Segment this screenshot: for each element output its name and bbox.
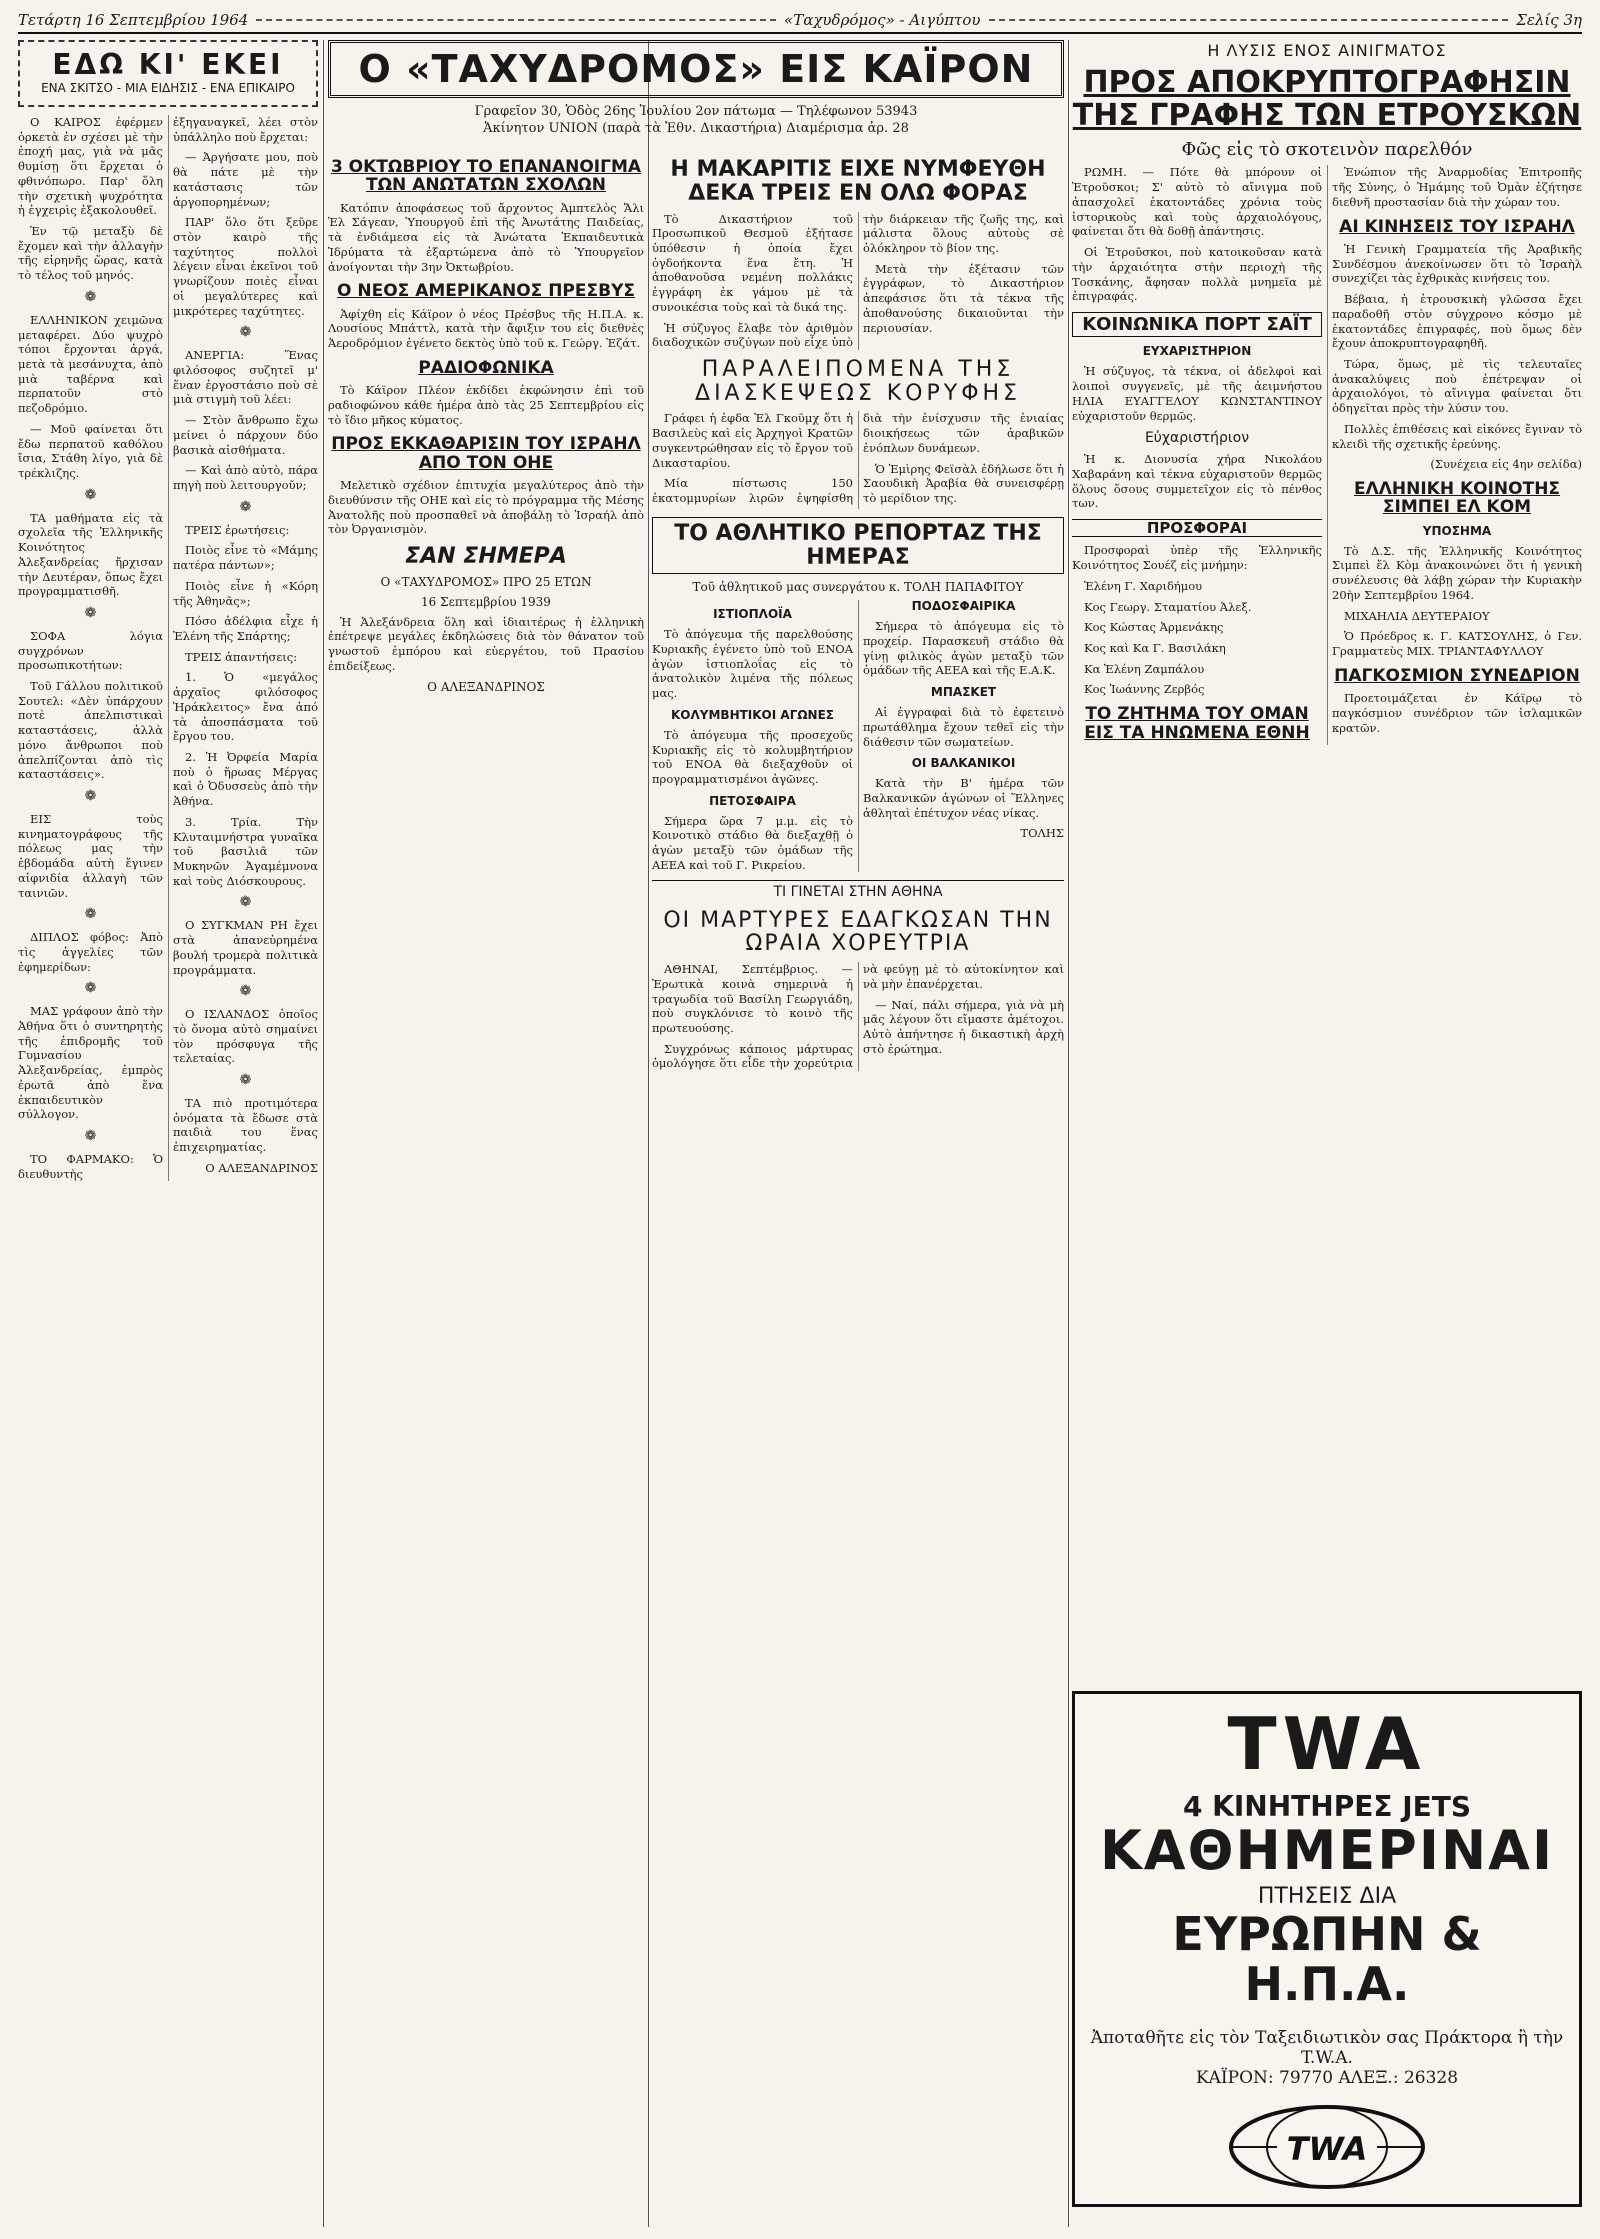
community-subhead: ΥΠΟΣΗΜΑ xyxy=(1422,523,1492,538)
headline-congress: ΠΑΓΚΟΣΜΙΟΝ ΣΥΝΕΔΡΙΟΝ xyxy=(1334,665,1580,686)
column-rule xyxy=(1068,40,1069,2227)
paragraph: ΜΑΣ γράφουν ἀπὸ τὴν Ἀθήνα ὅτι ὁ συντηρητὴς τῆς ἐπιδρομῆς τοῦ Γυμνασίου Ἀλεξανδρείας, ἐμπρὸς ἐρωτᾶ ἀπὸ ἕνα ἐκπαιδευτικὸν σύλλογον. xyxy=(18,1004,163,1122)
paragraph: — Στὸν ἄνθρωπο ἔχω μείνει ὁ πάρχουν δύο βασικὰ αἰσθήματα. xyxy=(173,413,318,457)
article-body xyxy=(328,307,644,351)
separator-ornament: ❁ xyxy=(84,1127,97,1144)
ad-line-engines: 4 ΚΙΝΗΤΗΡΕΣ JETS xyxy=(1182,1790,1472,1824)
headline-university-reopening: 3 ΟΚΤΩΒΡΙΟΥ ΤΟ ΕΠΑΝΑΝΟΙΓΜΑ ΤΩΝ ΑΝΩΤΑΤΩΝ ΣΧΟΛΩΝ xyxy=(330,157,642,196)
paragraph: Ἡ σύζυγος ἔλαβε τὸν ἀριθμὸν διαδοχικῶν συζύγων ποὺ εἶχε ὑπὸ τὴν διάρκειαν τῆς ζωῆς της, καὶ μάλιστα ὅλους αὐτοὺς σὲ ὁλόκληρον τὸ βίον της. xyxy=(652,211,1064,350)
paragraph: ΤΡΕΙΣ ἐρωτήσεις: xyxy=(185,522,290,537)
headline-community: ΕΛΛΗΝΙΚΗ ΚΟΙΝΟΤΗΣ ΣΙΜΠΕΙ ΕΛ ΚΟΜ xyxy=(1353,479,1561,518)
thanks-title: Εὐχαριστήριον xyxy=(1144,430,1250,447)
separator-ornament: ❁ xyxy=(239,983,252,1000)
paragraph: Ποιὸς εἶνε τὸ «Μάμης πατέρα πάντων»; xyxy=(173,543,318,573)
section-header-box xyxy=(18,40,318,107)
paragraph: ΑΝΕΡΓΙΑ: Ἕνας φιλόσοφος συζητεῖ μ' ἕναν ἐργοστάσιο ποὺ σὲ μιὰ στιγμὴ τοῦ λέει: xyxy=(173,348,318,407)
sports-subhead: ΠΟΔΟΣΦΑΙΡΙΚΑ xyxy=(911,599,1016,614)
paragraph: ΤΟ ΦΑΡΜΑΚΟ: Ὁ διευθυντὴς ἐξηγαναγκεῖ, λέει στὸν ὑπάλληλο ποὺ ἔρχεται: xyxy=(18,115,318,1181)
twa-advertisement xyxy=(1072,1691,1582,2207)
offer-item: Κος καὶ Κα Γ. Βασιλάκη xyxy=(1084,640,1226,655)
ad-line-contact: Ἀποταθῆτε εἰς τὸν Ταξειδιωτικὸν σας Πράκτορα ἢ τὴν T.W.A. xyxy=(1090,2028,1564,2068)
paragraph: Ὁ Πρόεδρος κ. Γ. ΚΑΤΣΟΥΛΗΣ, ὁ Γεν. Γραμματεὺς ΜΙΧ. ΤΡΙΑΝΤΑΦΥΛΛΟΥ xyxy=(1332,629,1582,659)
article-body xyxy=(1072,165,1582,744)
ad-line-flights: ΠΤΗΣΕΙΣ ΔΙΑ xyxy=(1257,1883,1397,1909)
separator-ornament: ❁ xyxy=(84,906,97,923)
paragraph: Αἱ ἐγγραφαὶ διὰ τὸ ἐφετεινὸ πρωτάθλημα ἔχουν τεθεῖ εἰς τὴν διάθεσιν τῶν σωματείων. xyxy=(863,705,1064,749)
paragraph: 2. Ἡ Ὀρφεία Μαρία ποὺ ὁ ἥρωας Μέργας καὶ ὁ Ὀδυσσεὺς ἀπὸ τὴν Ἀθήνα. xyxy=(173,749,318,809)
paragraph: — Μοῦ φαίνεται ὅτι ἔδω περπατοῦ καθόλου ἴσια, Στάθη λίγο, γιὰ δὲ τρέκλιζης. xyxy=(18,421,163,480)
sports-byline: Τοῦ ἀθλητικοῦ μας συνεργάτου κ. ΤΟΛΗ ΠΑΠΑΦΙΤΟΥ xyxy=(692,580,1024,595)
column-signature: ΤΟΛΗΣ xyxy=(1020,826,1064,841)
anniversary-title: ΣΑΝ ΣΗΜΕΡΑ xyxy=(405,543,567,569)
paragraph: ΕΛΛΗΝΙΚΟΝ χειμῶνα μεταφέρει. Δύο ψυχρὸ τόποι ἔρχονται ἀργά, μετὰ τὰ μεσάνυχτα, ἀπὸ μιὰ ταβέρνα καὶ περπατοῦν στὸ πεζοδρόμιο. xyxy=(18,312,163,416)
ad-line-phones: ΚΑΪΡΟΝ: 79770 ΑΛΕΞ.: 26328 xyxy=(1195,2068,1459,2088)
continued-note: (Συνέχεια εἰς 4ην σελίδα) xyxy=(1430,457,1582,472)
paragraph: — Ναί, πάλι σήμερα, γιὰ νὰ μὴ μᾶς λέγουν ὅτι εἴμαστε ἀμέτοχοι. Αὐτὸ ἀπήντησε ἡ δικαστικὴ ἀρχὴ στὸ ἐρώτημα. xyxy=(863,997,1064,1056)
separator-ornament: ❁ xyxy=(84,980,97,997)
header-rule xyxy=(256,19,776,21)
sports-subhead: ΠΕΤΟΣΦΑΙΡΑ xyxy=(709,793,796,808)
headline-us-ambassador: Ο ΝΕΟΣ ΑΜΕΡΙΚΑΝΟΣ ΠΡΕΣΒΥΣ xyxy=(337,281,635,302)
paragraph: Μετὰ τὴν ἐξέτασιν τῶν ἐγγράφων, τὸ Δικαστήριον ἀπεφάσισε ὅτι τὰ τέκνα τῆς ἀποθανούσης δικαιοῦνται τὴν περιουσίαν. xyxy=(863,261,1064,335)
twa-globe-logo xyxy=(1227,2104,1427,2190)
column-main-stories xyxy=(652,150,1064,2227)
paragraph: Συγχρόνως κάποιος μάρτυρας ὁμολόγησε ὅτι εἶδε τὴν χορεύτρια νὰ φεύγῃ μὲ τὸ αὐτοκίνητον καὶ νὰ μὴν ἐπανέρχεται. xyxy=(652,962,1064,1071)
headline-social: ΚΟΙΝΩΝΙΚΑ ΠΟΡΤ ΣΑΪΤ xyxy=(1072,312,1322,337)
masthead-address xyxy=(328,104,1064,138)
offer-item: Ἑλένη Γ. Χαριδήμου xyxy=(1084,578,1203,593)
paragraph: Ο ΙΣΛΑΝΔΟΣ ὁποῖος τὸ ὄνομα αὐτὸ σημαίνει τὸν πρόσφυγα τῆς τελεταίας. xyxy=(173,1007,318,1066)
paragraph: Βέβαια, ἡ ἐτρουσκικὴ γλῶσσα ἔχει παραδοθῆ στὸν σύγχρονο κόσμο μὲ ἑκατοντάδες ἐπιγραφές, ποὺ ὅμως δὲν ἔχουν ἀποκρυπτογραφηθῆ. xyxy=(1332,292,1582,351)
paragraph: ΣΟΦΑ λόγια συγχρόνων προσωπικοτήτων: xyxy=(18,628,163,673)
paragraph: Προσφοραὶ ὑπὲρ τῆς Ἑλληνικῆς Κοινότητος Σουέζ εἰς μνήμην: xyxy=(1072,543,1322,573)
paragraph: Μελετικὸ σχέδιον ἐπιτυχία μεγαλύτερος ἀπὸ τὴν διευθύνσιν τῆς ΟΗΕ καὶ εἰς τὸ πρόγραμμα τῆς Μέσης Ἀνατολῆς ποὺ προσπαθεῖ νὰ ἀποβάλῃ τὸ Ἰσραήλ ἀπὸ τὸν Ὀργανισμὸν. xyxy=(328,478,644,537)
column-cairo-news xyxy=(328,150,644,2227)
paragraph: ΤΑ πιὸ προτιμότερα ὀνόματα τὰ ἔδωσε στὰ παιδιὰ του ἕνας ἐπιχειρηματίας. xyxy=(173,1095,318,1155)
paragraph: Ἡ Ἀλεξάνδρεια ὅλη καὶ ἰδιαιτέρως ἡ ἑλληνικὴ ἐπέτρεψε μεγάλες ἐκδηλώσεις διὰ τὸν θάνατον τοῦ γνωστοῦ ἐμπόρου καὶ εὐεργέτου, τοῦ Πρασίου ἐπιδείξεως. xyxy=(328,614,644,673)
page-number: Σελίς 3η xyxy=(1516,11,1582,29)
paragraph: Ἐνώπιον τῆς Ἀναρμοδίας Ἐπιτροπῆς τῆς Σύνης, ὁ Ἠμάμης τοῦ Ὀμὰν ἐζήτησε διεθνῆ προστασίαν διὰ τὴν χώραν του. xyxy=(1332,165,1582,209)
offer-item: Κα Ἑλένη Ζαμπάλου xyxy=(1084,661,1205,676)
paragraph: Τὸ Δ.Σ. τῆς Ἑλληνικῆς Κοινότητος Σιμπεὶ ἔλ Κὸμ ἀνακοινώνει ὅτι ἡ γενικὴ συνέλευσις θὰ λάβῃ χώραν τὴν Κυριακὴν 20ὴν Σεπτεμβρίου 1964. xyxy=(1332,543,1582,602)
paragraph: Ἀφίχθη εἰς Κάϊρον ὁ νέος Πρέσβυς τῆς Η.Π.Α. κ. Λουσίους Μπάττλ, κατὰ τὴν ἄφιξιν του εἰς διεθνὲς Ἀεροδρόμιον ἐγένετο δεκτὸς ὑπὸ τοῦ κ. Γεώργ. Ἐζάτ. xyxy=(328,306,644,351)
edo-ki-ekei-body xyxy=(18,115,318,1181)
section-kicker-athens: ΤΙ ΓΙΝΕΤΑΙ ΣΤΗΝ ΑΘΗΝΑ xyxy=(652,880,1064,900)
paragraph: ΑΘΗΝΑΙ, Σεπτέμβριος. — Ἐρωτικὰ κοινὰ σημερινὰ ἡ τραγωδία τοῦ Βασίλη Γεωργιάδη, ποὺ συγκλόνισε τὸ κοινὸ τῆς πρωτευούσης. xyxy=(652,962,853,1035)
headline-thirteen-marriages: Η ΜΑΚΑΡΙΤΙΣ ΕΙΧΕ ΝΥΜΦΕΥΘΗ ΔΕΚΑ ΤΡΕΙΣ ΕΝ ΟΛΩ ΦΟΡΑΣ xyxy=(670,157,1046,206)
paragraph: ΔΙΠΛΟΣ φόβος: Ἀπὸ τὶς ἀγγελίες τῶν ἐφημερίδων: xyxy=(18,930,163,974)
headline-summit-sidelines: ΠΑΡΑΛΕΙΠΟΜΕΝΑ ΤΗΣ ΔΙΑΣΚΕΨΕΩΣ ΚΟΡΥΦΗΣ xyxy=(695,356,1021,406)
ad-brand: TWA xyxy=(1227,1702,1427,1787)
column-rule xyxy=(323,40,324,2227)
separator-ornament: ❁ xyxy=(84,788,97,805)
column-rule xyxy=(648,40,649,2227)
article-body xyxy=(328,478,644,537)
paragraph: Μία πίστωσις 150 ἑκατομμυρίων λιρῶν ἐψηφίσθη διὰ τὴν ἐνίσχυσιν τῆς ἑνιαίας διοικήσεως τῶν ἀραβικῶν ἐνόπλων δυνάμεων. xyxy=(652,411,1064,506)
headline-etruscan: ΠΡΟΣ ΑΠΟΚΡΥΠΤΟΓΡΑΦΗΣΙΝ ΤΗΣ ΓΡΑΦΗΣ ΤΩΝ ΕΤΡΟΥΣΚΩΝ xyxy=(1072,65,1582,133)
paragraph: ΠΑΡ' ὅλο ὅτι ξεῦρε στὸν καιρὸ τῆς ταχύτητος πολλοὶ λέγειν εἶναι ἐκεῖνοι τοῦ γνωρίζουν ποιὲς εἶναι οἱ μεγαλύτερες καὶ μικρότερες ταχύτητες. xyxy=(173,215,318,318)
paragraph: Τοῦ Γάλλου πολιτικοῦ Σουτελ: «Δὲν ὑπάρχουν ποτὲ ἀπελπιστικαὶ καταστάσεις, ἀλλὰ μόνο ἄνθρωποι ποὺ ἀπελπίζονται ἀπὸ τὶς καταστάσεις». xyxy=(18,679,163,782)
paragraph: Ο ΚΑΙΡΟΣ ἐφέρμεν ὁρκετὰ ἐν σχέσει μὲ τὴν ἐποχή μας, γιὰ νὰ μᾶς θυμίσῃ ὅτι ἔρχεται ὁ φθινόπωρο. Παρ' ὅλη τὴν σχετικὴ ψυχρότητα ἡ ἐγχειρὶς ἐξακολουθεῖ. xyxy=(18,115,163,218)
separator-ornament: ❁ xyxy=(84,486,97,503)
offers-title: ΠΡΟΣΦΟΡΑΙ xyxy=(1072,519,1322,537)
article-body xyxy=(328,615,644,674)
paragraph: 3. Τρία. Τὴν Κλυταιμνήστρα γυναῖκα τοῦ βασιλιᾶ τῶν Μυκηνῶν Ἀγαμέμνονα καὶ τοὺς Διόσκουρους. xyxy=(173,814,318,888)
article-body xyxy=(328,383,644,427)
paragraph: 1. Ὁ «μεγάλος ἀρχαῖος φιλόσοφος Ἡράκλειτος» ἔνα ἀπό τὰ ἀποσπάσματα τοῦ ἔργου του. xyxy=(173,670,318,744)
masthead-address-line1: Γραφεῖον 30, Ὁδὸς 26ης Ἰουλίου 2ον πάτωμα — Τηλέφωνον 53943 xyxy=(474,104,918,119)
issue-date: Τετάρτη 16 Σεπτεμβρίου 1964 xyxy=(18,11,249,29)
separator-ornament: ❁ xyxy=(239,1072,252,1088)
article-body xyxy=(652,212,1064,350)
paragraph: Ποιὸς εἶνε ἡ «Κόρη τῆς Ἀθηνᾶς»; xyxy=(173,578,318,608)
anniversary-subtitle: Ο «ΤΑΧΥΔΡΟΜΟΣ» ΠΡΟ 25 ΕΤΩΝ xyxy=(380,574,592,589)
paragraph: ΕΙΣ τοὺς κινηματογράφους τῆς πόλεως μας τὴν ἑβδομάδα αὐτὴ ἔγινεν αἰφνιδία ἀλλαγὴ τῶν ταινιῶν. xyxy=(18,811,163,900)
headline-sports-report: ΤΟ ΑΘΛΗΤΙΚΟ ΡΕΠΟΡΤΑΖ ΤΗΣ ΗΜΕΡΑΣ xyxy=(652,517,1064,575)
paragraph: ΜΙΧΑΗΛΙΑ ΔΕΥΤΕΡΑΙΟΥ xyxy=(1344,608,1490,623)
sports-subhead: ΙΣΤΙΟΠΛΟΪΑ xyxy=(713,607,792,622)
kicker: Η ΛΥΣΙΣ ΕΝΟΣ ΑΙΝΙΓΜΑΤΟΣ xyxy=(1207,41,1447,60)
separator-ornament: ❁ xyxy=(84,604,97,621)
paragraph: Προετοιμάζεται ἐν Κάϊρῳ τὸ παγκόσμιον συνέδριον τῶν ἰσλαμικῶν κρατῶν. xyxy=(1332,691,1582,735)
paragraph: ΤΡΕΙΣ ἀπαντήσεις: xyxy=(185,649,298,664)
paragraph: Πολλὲς ἐπιθέσεις καὶ εἰκόνες ἔγιναν τὸ κλειδὶ τῆς σχετικῆς ἐρεύνης. xyxy=(1332,421,1582,451)
section-subtitle: ΕΝΑ ΣΚΙΤΣΟ - ΜΙΑ ΕΙΔΗΣΙΣ - ΕΝΑ ΕΠΙΚΑΙΡΟ xyxy=(41,81,295,95)
headline-israel-moves: ΑΙ ΚΙΝΗΣΕΙΣ ΤΟΥ ΙΣΡΑΗΛ xyxy=(1339,216,1575,237)
column-signature: Ο ΑΛΕΞΑΝΔΡΙΝΟΣ xyxy=(427,679,545,694)
deck: Φῶς εἰς τὸ σκοτεινὸν παρελθόν xyxy=(1181,139,1473,161)
offer-item: Κος Κώστας Ἀρμενάκης xyxy=(1084,620,1224,635)
paragraph: Ἐν τῷ μεταξὺ δὲ ἔχομεν καὶ τὴν ἀλλαγὴν τῆς εἰρηνῆς ὥρας, κατὰ τὸ τέλος τοῦ μηνός. xyxy=(18,224,163,283)
section-title: ΕΔΩ ΚΙ' ΕΚΕΙ xyxy=(52,48,284,81)
column-signature: Ο ΑΛΕΞΑΝΔΡΙΝΟΣ xyxy=(205,1160,318,1175)
column-edo-ki-ekei xyxy=(18,40,318,2227)
paragraph: ΡΩΜΗ. — Πότε θὰ μπόρουν οἱ Ἑτροῦσκοι; Σ' αὐτὸ τὸ αἴνιγμα ποῦ ἀπασχολεῖ ἐκατοντάδες χρόνια τοὺς ἱστορικοὺς καὶ τοὺς ἀρχαιολόγους, φαίνεται ὅτι θὰ δοθῇ ἀπάντησις. xyxy=(1072,165,1322,239)
column-etruscan-and-notices xyxy=(1072,40,1582,2227)
masthead-title: Ο «ΤΑΧΥΔΡΟΜΟΣ» ΕΙΣ ΚΑΪΡΟΝ xyxy=(328,40,1064,98)
separator-ornament: ❁ xyxy=(239,894,252,911)
headline-radio: ΡΑΔΙΟΦΩΝΙΚΑ xyxy=(418,357,554,378)
paragraph: — Ἀργήσατε μου, ποὺ θὰ πάτε μὲ τὴν κατάστασις τῶν ἀργοπορημένων; xyxy=(173,150,318,209)
offer-item: Κος Ἰωάννης Ζερβός xyxy=(1084,682,1205,697)
paragraph: Τὸ ἀπόγευμα τῆς προσεχοῦς Κυριακῆς εἰς τὸ κολυμβητήριον τοῦ ΕΝΟΑ θὰ διεξαχθοῦν οἱ προγραμματισμένοι ἀγῶνες. xyxy=(652,727,853,786)
masthead-area xyxy=(328,40,1064,150)
paragraph: — Καὶ ἀπὸ αὐτὸ, πάρα πηγὴ ποὺ λειτουργοῦν; xyxy=(173,463,318,492)
separator-ornament: ❁ xyxy=(239,324,252,341)
separator-ornament: ❁ xyxy=(84,288,97,305)
paragraph: Κατόπιν ἀποφάσεως τοῦ ἄρχοντος Ἀμπτελὸς Ἄλι Ἐλ Σάγεαν, Ὑπουργοῦ ἐπὶ τῆς Ἀνωτάτης Παιδείας, τὰ ἐνδιάμεσα εἰς τὰ Ἀνώτατα Ἐκπαιδευτικὰ Ἱδρύματα τὰ ἐξαρτώμενα ἀπὸ τὸ Ὑπουργεῖον ἀνοίγονται τὴν 3ην Ὀκτωβρίου. xyxy=(328,200,644,274)
running-header xyxy=(18,8,1582,34)
paragraph: Τὸ Δικαστήριον τοῦ Προσωπικοῦ Θεσμοῦ ἐξήτασε ὑπόθεσιν ἡ ὁποία ἔχει ὀγδοήκοντα ἕνα ἔτη. Ἡ ἀποθανοῦσα νεμένη πολλάκις ἐγγράφη ἐκ γάμου μὲ τὰ συνοικέσια τοὺς καὶ τὰ δικά της. xyxy=(652,211,853,314)
header-rule xyxy=(989,19,1509,21)
masthead-address-line2: Ἀκίνητον UNION (παρὰ τὰ Ἐθν. Δικαστήρια) Διαμέρισμα ἀρ. 28 xyxy=(483,120,909,136)
sports-subhead: ΚΟΛΥΜΒΗΤΙΚΟΙ ΑΓΩΝΕΣ xyxy=(671,707,834,722)
paragraph: ΤΑ μαθήματα εἰς τὰ σχολεῖα τῆς Ἑλληνικῆς Κοινότητος Ἀλεξανδρείας ἤρχισαν τὴν Δευτέραν, ὅπως ἔχει προγραμματισθῆ. xyxy=(18,510,163,599)
paragraph: Κατὰ τὴν Β' ἡμέρα τῶν Βαλκανικῶν ἀγώνων οἱ Ἕλληνες ἀθληταὶ ἐπέτυχον νέας νίκας. xyxy=(863,776,1064,820)
offer-item: Κος Γεωργ. Σταματίου Ἀλεξ. xyxy=(1084,599,1252,614)
headline-oman: ΤΟ ΖΗΤΗΜΑ ΤΟΥ ΟΜΑΝ ΕΙΣ ΤΑ ΗΝΩΜΕΝΑ ΕΘΝΗ xyxy=(1084,704,1310,743)
paragraph: Ὁ Ἐμὶρης Φεϊσὰλ ἐδήλωσε ὅτι ἡ Σαουδικὴ Ἀραβία θὰ συνεισφέρῃ τὸ μερίδιον της. xyxy=(863,461,1064,506)
headline-dancer: ΟΙ ΜΑΡΤΥΡΕΣ ΕΔΑΓΚΩΣΑΝ ΤΗΝ ΩΡΑΙΑ ΧΟΡΕΥΤΡΙΑ xyxy=(663,907,1053,957)
anniversary-date: 16 Σεπτεμβρίου 1939 xyxy=(421,594,551,609)
paragraph: Οἱ Ἑτροῦσκοι, ποὺ κατοικοῦσαν κατὰ τὴν ἀρχαιότητα στὴν περιοχὴ τῆς Τοσκάνης, ἄφησαν πολλὰ μνημεῖα μὲ ἐπιγραφάς. xyxy=(1072,245,1322,304)
paragraph: Γράφει ἡ ἐφδα Ἐλ Γκοῦμχ ὅτι ἡ Βασιλεὺς καὶ εἰς Ἀρχηγοὶ Κρατῶν συγκεντρώθησαν εἰς τὸ ἔργον τοῦ Δικασταρίου. xyxy=(652,411,853,470)
paragraph: Ἡ κ. Διονυσία χήρα Νικολάου Χαβαράνη καὶ τέκνα εὐχαριστοῦν θερμῶς ὅλους ὅσους συμμετεῖχον εἰς τὸ πένθος των. xyxy=(1072,452,1322,511)
article-body xyxy=(652,962,1064,1071)
paragraph: Ἡ σύζυγος, τὰ τέκνα, οἱ ἀδελφοὶ καὶ λοιποὶ συγγενεῖς, μὲ τῆς ἀειμνήστου ΗΛΙΑ ΕΥΑΓΓΕΛΟΥ ΚΩΝΣΤΑΝΤΙΝΟΥ εὐχαριστοῦν θερμῶς. xyxy=(1072,364,1322,423)
paragraph: Πόσο ἀδέλφια εἶχε ἡ Ἑλένη τῆς Σπάρτης; xyxy=(173,614,318,643)
ad-line-daily: ΚΑΘΗΜΕΡΙΝΑΙ xyxy=(1099,1819,1555,1883)
ad-line-destinations: ΕΥΡΩΠΗΝ & Η.Π.Α. xyxy=(1172,1906,1482,2012)
paragraph: Σήμερα ὥρα 7 μ.μ. εἰς τὸ Κοινοτικὸ στάδιο θὰ διεξαχθῇ ὁ ἀγὼν μεταξὺ τῶν ὁμάδων τῆς ΑΕΕΑ καὶ τοῦ Γ. Ρικρείου. xyxy=(652,813,853,872)
paragraph: Σήμερα τὸ ἀπόγευμα εἰς τὸ προχείρ. Παρασκευῆ στάδιο θὰ γίνῃ φιλικὸς ἀγὼν μεταξὺ τῶν ὁμάδων τῆς ΑΕΕΑ καὶ τῆς Ε.Α.Κ. xyxy=(863,619,1064,678)
separator-ornament: ❁ xyxy=(239,498,252,515)
article-body xyxy=(652,411,1064,508)
paragraph: Ἡ Γενικὴ Γραμματεία τῆς Ἀραβικῆς Συνδέσμου ἀνεκοίνωσεν ὅτι τὸ Ἰσραὴλ συνεχίζει τὰς ἐχθρικὰς κινήσεις του. xyxy=(1332,242,1582,286)
article-body xyxy=(328,201,644,275)
paragraph: Τώρα, ὅμως, μὲ τὶς τελευταῖες ἀνακαλύψεις ποὺ ἐπέτρεψαν οἱ ἀρχαιολόγοι, τὸ αἴνιγμα φαίνεται ὅτι ὁδηγεῖται πρὸς τὴν λύσιν του. xyxy=(1332,357,1582,416)
sports-subhead: ΟΙ ΒΑΛΚΑΝΙΚΟΙ xyxy=(911,756,1016,771)
sports-body xyxy=(652,600,1064,872)
twa-logo-text: TWA xyxy=(1286,2130,1368,2168)
social-subhead: ΕΥΧΑΡΙΣΤΗΡΙΟΝ xyxy=(1142,344,1252,359)
paragraph: Τὸ Κάϊρον Πλέον ἐκδίδει ἐκφώνησιν ἐπὶ τοῦ ραδιοφώνου κάθε ἡμέρα ἀπὸ τὰς 25 Σεπτεμβρίου εἰς τὸ ἴδιο μῆκος κύματος. xyxy=(328,383,644,427)
headline-israel-un: ΠΡΟΣ ΕΚΚΑΘΑΡΙΣΙΝ ΤΟΥ ΙΣΡΑΗΛ ΑΠΟ ΤΟΝ ΟΗΕ xyxy=(331,434,641,473)
paper-name: «Ταχυδρόμος» - Αιγύπτου xyxy=(784,11,981,29)
paragraph: Τὸ ἀπόγευμα τῆς παρελθούσης Κυριακῆς ἐγένετο ὑπὸ τοῦ ΕΝΟΑ ἀγὼν ἱστιοπλοΐας εἰς τὸ ἀνατολικὸν λιμένα τῆς πόλεως μας. xyxy=(652,627,853,701)
paragraph: Ο ΣΥΓΚΜΑΝ ΡΗ ἔχει στὰ ἀπανεὐρημένα βουλή τρομερὰ πολιτικὰ προγράμματα. xyxy=(173,918,318,977)
sports-subhead: ΜΠΑΣΚΕΤ xyxy=(930,685,997,700)
